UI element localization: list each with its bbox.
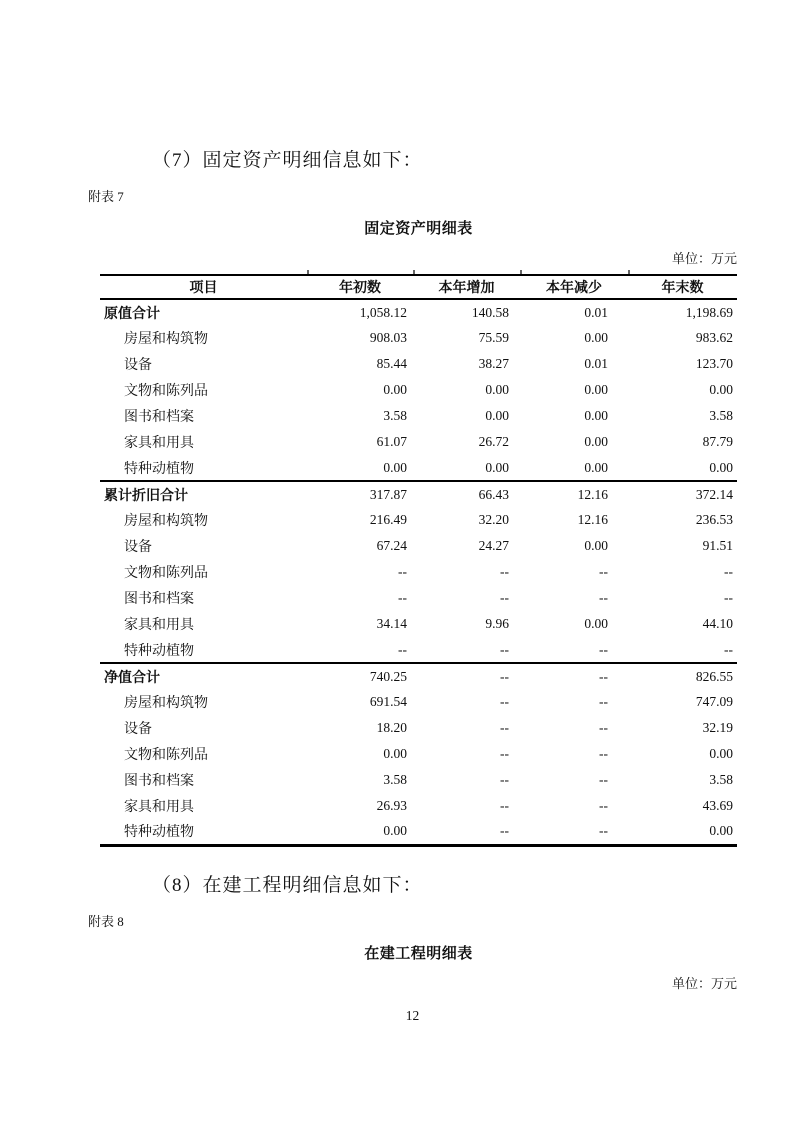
cell-beginning: -- — [398, 564, 407, 579]
cell-decrease: 0.00 — [584, 459, 608, 475]
cell-increase: 9.96 — [485, 616, 509, 631]
cell-ending: -- — [724, 590, 733, 605]
cell-increase: 75.59 — [478, 330, 509, 345]
row-label: 图书和档案 — [124, 410, 194, 425]
row-label: 图书和档案 — [124, 774, 194, 789]
table-row — [100, 325, 737, 351]
cell-beginning: 0.00 — [383, 746, 407, 761]
cell-decrease: -- — [599, 746, 608, 761]
cell-ending: 747.09 — [695, 694, 733, 709]
cell-ending: 1,198.69 — [685, 304, 733, 320]
construction-table-title: 在建工程明细表 — [364, 945, 473, 962]
table-row — [100, 741, 737, 767]
table-row — [100, 507, 737, 533]
appendix-7-label: 附表 7 — [88, 189, 124, 204]
cell-beginning: 691.54 — [369, 694, 407, 709]
cell-beginning: 317.87 — [369, 486, 407, 502]
row-label: 房屋和构筑物 — [124, 332, 208, 347]
cell-ending: 32.19 — [702, 720, 733, 735]
cell-decrease: -- — [599, 590, 608, 605]
cell-increase: 24.27 — [478, 538, 509, 553]
appendix-8-label: 附表 8 — [88, 913, 124, 929]
cell-decrease: 0.00 — [584, 382, 608, 397]
cell-ending: 826.55 — [695, 668, 733, 684]
row-label: 特种动植物 — [124, 461, 194, 477]
row-label: 特种动植物 — [124, 643, 194, 659]
cell-ending: 91.51 — [702, 538, 733, 553]
row-label: 设备 — [124, 722, 152, 737]
fixed-assets-table-block — [100, 219, 737, 847]
table-row — [100, 715, 737, 741]
cell-beginning: 216.49 — [369, 512, 407, 527]
cell-increase: 26.72 — [478, 434, 509, 449]
cell-ending: 123.70 — [695, 356, 733, 371]
cell-decrease: 12.16 — [577, 512, 608, 527]
row-label: 家具和用具 — [124, 618, 194, 633]
cell-increase: -- — [500, 746, 509, 761]
row-label: 特种动植物 — [124, 825, 194, 841]
column-header-beginning: 年初数 — [339, 281, 381, 296]
cell-increase: 38.27 — [478, 356, 509, 371]
cell-ending: 44.10 — [702, 616, 733, 631]
table-row — [100, 611, 737, 637]
cell-ending: -- — [724, 641, 733, 657]
cell-increase: -- — [500, 668, 509, 684]
row-label: 设备 — [124, 540, 152, 555]
table-row — [100, 637, 737, 663]
cell-increase: -- — [500, 590, 509, 605]
cell-decrease: 0.00 — [584, 330, 608, 345]
cell-increase: 140.58 — [471, 304, 509, 320]
table-row — [100, 351, 737, 377]
cell-ending: 0.00 — [709, 459, 733, 475]
cell-beginning: 0.00 — [383, 459, 407, 475]
section-7-heading: （7）固定资产明细信息如下： — [152, 150, 423, 171]
cell-ending: 3.58 — [709, 408, 733, 423]
page-content — [88, 148, 737, 992]
cell-beginning: 61.07 — [376, 434, 407, 449]
table-row — [100, 767, 737, 793]
table-row — [100, 663, 737, 689]
table-row — [100, 429, 737, 455]
row-label: 房屋和构筑物 — [124, 696, 208, 711]
column-header-increase: 本年增加 — [438, 281, 495, 296]
cell-decrease: -- — [599, 798, 608, 813]
column-header-decrease: 本年减少 — [546, 281, 602, 296]
cell-beginning: 908.03 — [369, 330, 407, 345]
cell-decrease: 12.16 — [577, 486, 608, 502]
row-label: 文物和陈列品 — [124, 748, 208, 763]
column-divider-tick — [628, 270, 630, 274]
cell-increase: -- — [500, 720, 509, 735]
cell-increase: -- — [500, 772, 509, 787]
cell-beginning: 0.00 — [383, 823, 407, 839]
cell-increase: 0.00 — [485, 408, 509, 423]
cell-decrease: -- — [599, 641, 608, 657]
column-header-ending: 年末数 — [661, 281, 704, 296]
row-label: 原值合计 — [104, 306, 160, 322]
table-row — [100, 819, 737, 845]
cell-decrease: -- — [599, 823, 608, 839]
cell-increase: 66.43 — [478, 486, 509, 502]
fixed-assets-table-title: 固定资产明细表 — [364, 221, 473, 237]
section-8-heading: （8）在建工程明细信息如下： — [152, 874, 423, 896]
cell-ending: 983.62 — [695, 330, 733, 345]
cell-ending: -- — [724, 564, 733, 579]
cell-increase: 0.00 — [485, 382, 509, 397]
column-header-item: 项目 — [189, 281, 218, 296]
cell-decrease: -- — [599, 564, 608, 579]
cell-increase: -- — [500, 798, 509, 813]
cell-decrease: 0.00 — [584, 434, 608, 449]
cell-increase: -- — [500, 641, 509, 657]
table-row — [100, 689, 737, 715]
cell-beginning: 3.58 — [383, 408, 407, 423]
cell-increase: -- — [500, 564, 509, 579]
column-divider-tick — [520, 270, 522, 274]
table-row — [100, 481, 737, 507]
cell-decrease: -- — [599, 720, 608, 735]
column-divider-tick — [413, 270, 415, 274]
cell-decrease: -- — [599, 772, 608, 787]
fixed-assets-table-wrap — [100, 274, 737, 847]
cell-ending: 87.79 — [702, 434, 733, 449]
table-row — [100, 299, 737, 325]
row-label: 家具和用具 — [124, 436, 194, 451]
row-label: 文物和陈列品 — [124, 384, 208, 399]
table-row — [100, 585, 737, 611]
cell-beginning: -- — [398, 641, 407, 657]
table-row — [100, 377, 737, 403]
column-divider-tick — [307, 270, 309, 274]
table-row — [100, 793, 737, 819]
cell-decrease: 0.00 — [584, 538, 608, 553]
cell-decrease: 0.01 — [584, 356, 608, 371]
cell-increase: 0.00 — [485, 459, 509, 475]
cell-ending: 3.58 — [709, 772, 733, 787]
cell-beginning: 67.24 — [376, 538, 407, 553]
cell-beginning: 26.93 — [376, 798, 407, 813]
row-label: 房屋和构筑物 — [124, 514, 208, 529]
cell-beginning: 740.25 — [369, 668, 407, 684]
cell-increase: -- — [500, 823, 509, 839]
cell-beginning: 18.20 — [376, 720, 407, 735]
fixed-assets-table — [100, 274, 737, 847]
row-label: 图书和档案 — [124, 592, 194, 607]
cell-increase: -- — [500, 694, 509, 709]
cell-beginning: 85.44 — [376, 356, 407, 371]
cell-ending: 236.53 — [695, 512, 733, 527]
cell-decrease: -- — [599, 668, 608, 684]
cell-beginning: 0.00 — [383, 382, 407, 397]
table-row — [100, 533, 737, 559]
cell-ending: 43.69 — [702, 798, 733, 813]
construction-table-block — [100, 944, 737, 992]
cell-ending: 0.00 — [709, 823, 733, 839]
unit-label-7: 单位：万元 — [671, 251, 737, 266]
row-label: 设备 — [124, 358, 152, 373]
row-label: 文物和陈列品 — [124, 566, 208, 581]
cell-increase: 32.20 — [478, 512, 509, 527]
cell-ending: 372.14 — [695, 486, 733, 502]
page-number: 12 — [405, 1008, 420, 1023]
table-row — [100, 403, 737, 429]
cell-beginning: 1,058.12 — [359, 304, 407, 320]
cell-beginning: 3.58 — [383, 772, 407, 787]
unit-label-8: 单位：万元 — [671, 975, 737, 991]
cell-decrease: -- — [599, 694, 608, 709]
cell-decrease: 0.00 — [584, 616, 608, 631]
table-row — [100, 559, 737, 585]
cell-decrease: 0.01 — [584, 304, 608, 320]
table-row — [100, 455, 737, 481]
table-header-row — [100, 275, 737, 299]
cell-beginning: -- — [398, 590, 407, 605]
cell-ending: 0.00 — [709, 746, 733, 761]
row-label: 家具和用具 — [124, 800, 194, 815]
cell-ending: 0.00 — [709, 382, 733, 397]
cell-beginning: 34.14 — [376, 616, 407, 631]
row-label: 累计折旧合计 — [104, 488, 188, 504]
row-label: 净值合计 — [104, 670, 160, 686]
cell-decrease: 0.00 — [584, 408, 608, 423]
